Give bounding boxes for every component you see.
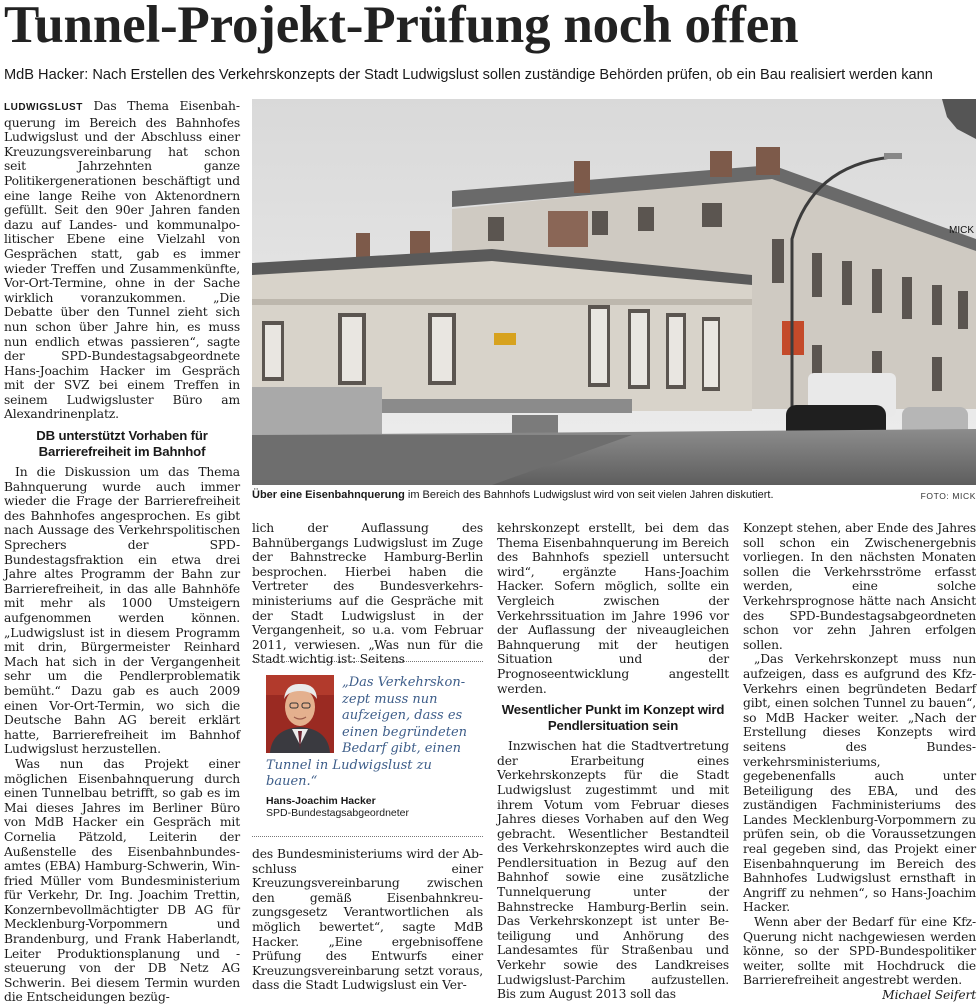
article-column-3 — [497, 521, 729, 1002]
caption-text: im Bereich des Bahnhofs Ludwigslust wird von seit vielen Jahren diskutiert. — [404, 489, 774, 501]
intro-paragraph — [4, 99, 240, 422]
photo-caption — [252, 488, 976, 504]
quote-text: „Das Verkehrskonzept muss nun aufzeigen, dass es einen begründeten Bedarf gibt, einen Tunnel in Ludwigslust zu bauen.“ — [266, 675, 468, 789]
paragraph: Konzept stehen, aber Ende des Jahres soll schon ein Zwischenergebnis vorliegen. In den nächsten Monaten sollen die Verkehrsströme erfasst werden, eine solche Verkehrsprognose hätte nach Ansicht des SPD-Bundestagsabgeordneten schon vor zehn Jahren erfolgen sollen. — [743, 521, 976, 652]
paragraph: Was nun das Projekt einer möglichen Eisenbahnquerung durch einen Tunnelbau betrifft, so gab es im Mai dieses Jahres im Berliner Büro von MdB Hacker ein Gespräch mit Cornelia Pätzold, Leiterin der Außenstelle des Eisenbahnbundesamtes (EBA) Hamburg-Schwerin, Winfried Müller vom Bundesministerium für Verkehr, Dr. Ing. Joachim Trettin, Konzernbevollmächtigter DB AG für Mecklenburg-Vorpommern und Brandenburg, und Frank Haberlandt, Leiter Produktionsplanung und -steuerung von der DB Netz AG Schwerin. Bei diesem Termin wurden die Entscheidungen bezüg- — [4, 756, 240, 1005]
photo-watermark: MICK — [949, 225, 974, 236]
paragraph: „Das Verkehrskonzept muss nun aufzeigen, dass es aufgrund des Kfz-Verkehrs einen begründeten Bedarf gibt, einen solchen Tunnel zu bauen“, so MdB Hacker weiter. „Nach der Erstellung dieses Konzepts wird seitens des Bundesverkehrsministeriums, gegebenenfalls auch unter Beteiligung des EBA, und des zuständigen Fachministeriums des Landes Mecklenburg-Vorpommern zu prüfen sein, ob die Voraussetzungen real gegeben sind, das Projekt einer Eisenbahnquerung im Bereich des Bahnhofes Ludwigslust ernsthaft in Angriff zu nehmen“, so Hans-Joachim Hacker. — [743, 652, 976, 915]
author-signature: Michael Seifert — [882, 988, 976, 1002]
article-column-1 — [4, 99, 240, 1005]
paragraph: des Bundesministeriums wird der Abschluss einer Kreuzungsvereinbarung zwischen den gemäß Eisenbahnkreuzungsgesetz Verantwortlichen als möglich bewertet“, sagte MdB Hacker. „Eine ergebnisoffene Prüfung des Entwurfs einer Kreuzungsvereinbarung setzt voraus, dass die Stadt Ludwigslust ein Ver- — [252, 847, 483, 993]
dateline: LUDWIGSLUST — [4, 102, 83, 113]
paragraph: In die Diskussion um das Thema Bahnquerung wurde auch immer wieder die Frage der Barrierefreiheit des Bahnhofes angesprochen. Es gibt nach Aussage des Verkehrspolitischen Sprechers der SPD-Bundestagsfraktion ein etwa drei Jahre altes Programm der Bahn zur Barrierefreiheit, in das alle Bahnhöfe mit mehr als 1000 Umsteigern aufgenommen werden können. „Ludwigslust ist in diesem Programm mit drin, Bürgermeister Reinhard Mach hat sich in der Vergangenheit sehr um die Pendlerproblematik bemüht.“ Dazu gab es auch 2009 einen Vor-Ort-Termin, wo sich die Deutsche Bahn AG bereit erklärt hatte, Barrierefreiheit im Bahnhof Ludwigslust herzustellen. — [4, 465, 240, 757]
quote-role: SPD-Bundestagsabgeordneter — [266, 807, 410, 819]
quote-divider-bottom — [252, 836, 483, 837]
quote-divider-top — [252, 661, 483, 662]
paragraph: lich der Auflassung des Bahnübergangs Ludwigslust im Zuge der Bahnstrecke Hamburg-Berlin besprochen. Hierbei haben die Vertreter des Bundesverkehrsministeriums auf die Gespräche mit der Stadt Ludwigslust in der Vergangenheit, so u.a. vom Februar 2011, verwiesen. „Was nun für die Stadt wichtig ist: Seitens — [252, 521, 483, 667]
subhead-barrierefreiheit: DB unterstützt Vorhaben für Barrierefreiheit im Bahnhof — [36, 428, 208, 460]
caption-bold: Über eine Eisenbahnquerung — [252, 489, 405, 501]
paragraph: Inzwischen hat die Stadtvertretung der Erarbeitung eines Verkehrskonzepts für die Stadt Ludwigslust zugestimmt und mit ihrem Votum vom Februar dieses Jahres dieses Vorhaben auf den Weg gebracht. Wesentlicher Bestandteil des Verkehrskonzeptes wird auch die Pendlersituation in Bezug auf den Bahnhof sowie eine zusätzliche Tunnelquerung unter der Bahnstrecke Hamburg-Berlin sein. Das Verkehrskonzept ist unter Beteiligung und Anhörung des Landesamtes für Straßenbau und Verkehr sowie des Landkreises Ludwigslust-Parchim aufzustellen. Bis zum August 2013 soll das — [497, 739, 729, 1002]
headline: Tunnel-Projekt-Prüfung noch offen — [4, 0, 799, 54]
subheadline: MdB Hacker: Nach Erstellen des Verkehrskonzepts der Stadt Ludwigslust sollen zuständige Behörden prüfen, ob ein Bau realisiert werden kann — [4, 67, 933, 83]
station-building-image — [252, 99, 976, 485]
paragraph: kehrskonzept erstellt, bei dem das Thema Eisenbahnquerung im Bereich des Bahnhofs speziell untersucht wird“, ergänzte Hans-Joachim Hacker. Sofern möglich, sollte ein Vergleich zwischen der Verkehrssituation im Jahre 1996 vor der Auflassung der niveaugleichen Bahnquerung mit der heutigen Situation und der Prognoseentwicklung angestellt werden. — [497, 521, 729, 696]
intro-text: Das Thema Eisenbahquerung im Bereich des Bahnhofes Ludwigslust und der Abschluss einer Kreuzungsvereinbarung hat schon seit Jahrzehnten ganze Politikergenerationen beschäftigt und eine lange Reihe von Aktenordnern gefüllt. Seit den 90er Jahren fanden dazu auf Landes- und kommunalpolitischer Ebene eine Vielzahl von Gesprächen statt, gab es immer wieder Treffen und Zusammenkünfte, Vor-Ort-Termine, ohne in der Sache wirklich voranzukommen. „Die Debatte über den Tunnel zieht sich nun schon über Jahre hin, es muss nun endlich etwas passieren“, sagte der SPD-Bundestagsabgeordnete Hans-Joachim Hacker im Gespräch mit der SVZ bei einem Treffen in seinem Ludwigsluster Büro am Alexandrinenplatz. — [4, 99, 240, 422]
article-column-4 — [743, 521, 976, 1003]
subhead-pendlersituation: Wesentlicher Punkt im Konzept wird Pendlersituation sein — [501, 702, 725, 734]
quote-name: Hans-Joachim Hacker — [266, 795, 376, 807]
quote-box — [266, 675, 476, 821]
paragraph: Wenn aber der Bedarf für eine Kfz-Querung nicht nachgewiesen werden könne, so der SPD-Bundespolitiker weiter, sollte mit Hochdruck die Barrierefreiheit angestrebt werden. — [743, 915, 976, 988]
photo-credit: FOTO: MICK — [920, 491, 976, 501]
station-photo — [252, 99, 976, 485]
